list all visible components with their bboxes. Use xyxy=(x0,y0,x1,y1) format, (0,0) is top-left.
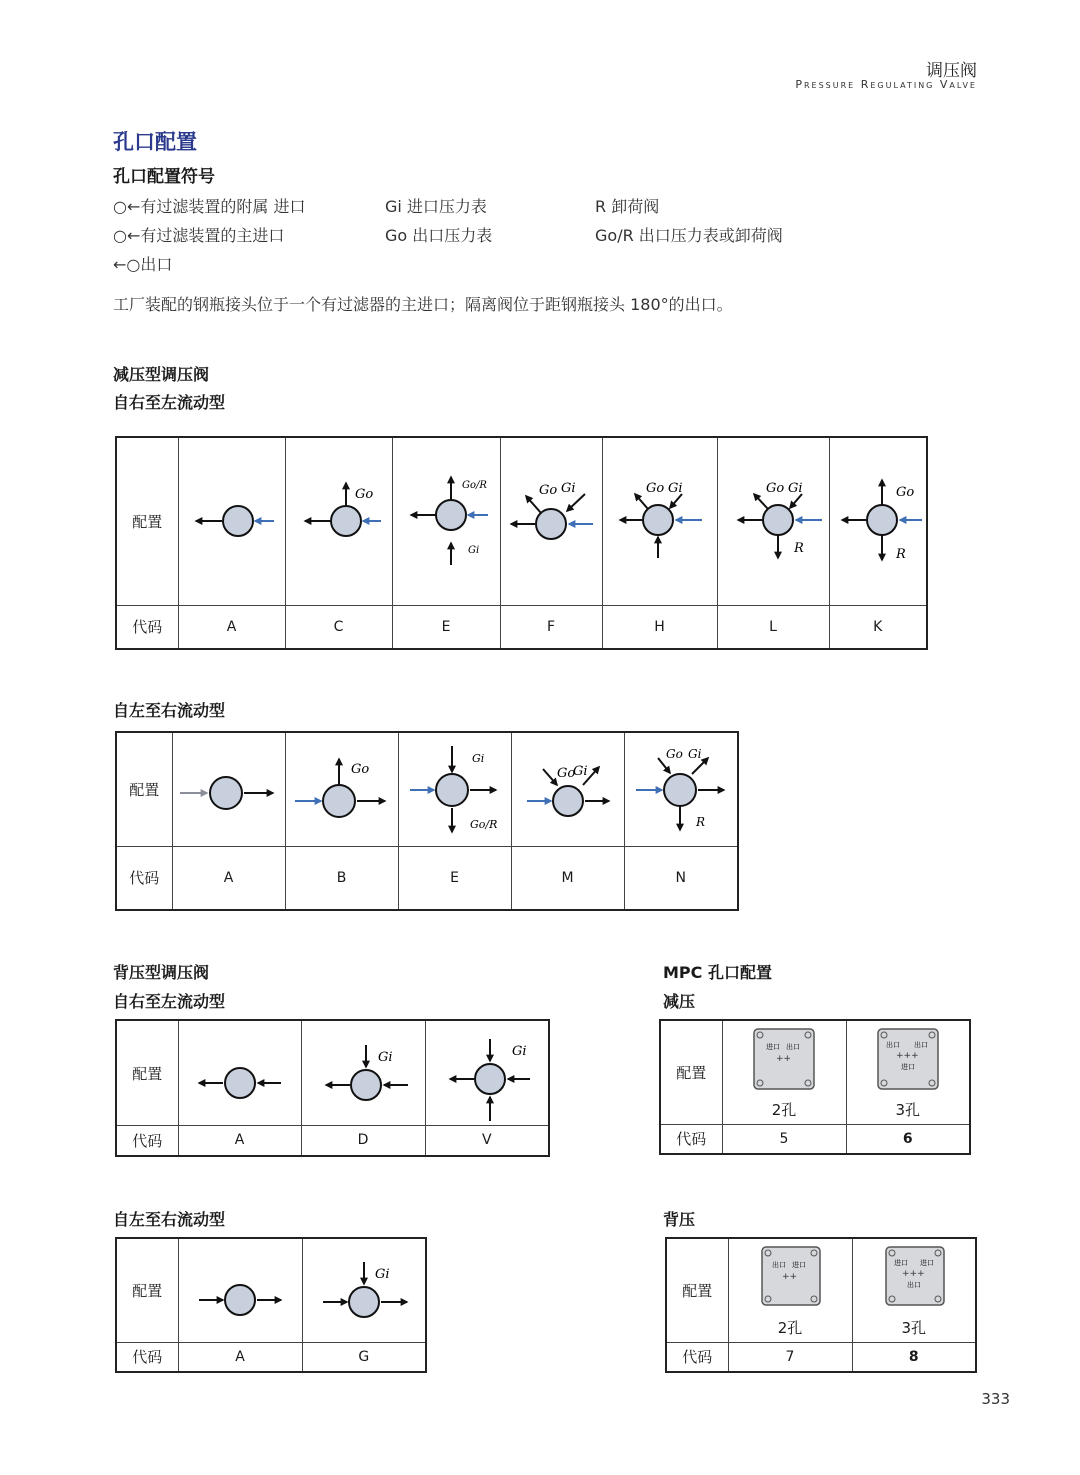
gi-symbol: Gi xyxy=(471,752,484,766)
port-config-E xyxy=(398,732,511,846)
mpc-block-3-port xyxy=(846,1020,970,1124)
code-cell: 7 xyxy=(728,1342,852,1372)
mpc-block-2-port xyxy=(722,1020,846,1124)
back-ltr-title: 自左至右流动型 xyxy=(113,1210,226,1229)
svg-text:+++: +++ xyxy=(901,1268,925,1279)
mpc-config-label: 3孔 xyxy=(895,1100,921,1119)
back-rtl-table xyxy=(115,1019,550,1157)
code-cell: 6 xyxy=(846,1124,970,1154)
section-subtitle: 孔口配置符号 xyxy=(113,167,215,187)
code-cell: L xyxy=(717,605,829,649)
port-config-A xyxy=(178,437,285,605)
code-cell: E xyxy=(392,605,500,649)
port-config-C xyxy=(285,437,392,605)
page-number: 333 xyxy=(981,1390,1010,1408)
go-symbol: Go xyxy=(766,481,785,497)
code-cell: G xyxy=(302,1342,426,1372)
code-cell: F xyxy=(500,605,602,649)
legend-item: ○←有过滤装置的主进口 xyxy=(113,226,285,245)
port-config-M xyxy=(511,732,624,846)
port-config-A xyxy=(178,1238,302,1342)
legend-item: ←○出口 xyxy=(113,255,173,274)
code-cell: 8 xyxy=(852,1342,976,1372)
mpc-reduce-table xyxy=(659,1019,971,1155)
mpc-block-3-port xyxy=(852,1238,976,1342)
mpc-config-label: 2孔 xyxy=(777,1318,803,1337)
mpc-title: MPC 孔口配置 xyxy=(663,963,772,982)
go-r-symbol: Go/R xyxy=(469,818,497,832)
back-rtl-title: 自右至左流动型 xyxy=(113,992,226,1011)
code-cell: B xyxy=(285,846,398,910)
inlet-label: 进口 xyxy=(792,1260,806,1269)
outlet-label: 出口 xyxy=(772,1260,786,1269)
go-symbol: Go xyxy=(350,762,369,778)
gi-symbol: Gi xyxy=(511,1044,527,1059)
legend-item: R 卸荷阀 xyxy=(595,197,660,216)
inlet-label: 进口 xyxy=(919,1258,934,1267)
header-subtitle: Pressure Regulating Valve xyxy=(795,78,977,91)
svg-text:++: ++ xyxy=(776,1053,792,1064)
gi-symbol: Gi xyxy=(378,1050,393,1065)
code-cell: A xyxy=(178,605,285,649)
code-label: 代码 xyxy=(660,1124,722,1154)
port-config-A xyxy=(172,732,285,846)
port-config-H xyxy=(602,437,717,605)
code-cell: D xyxy=(301,1126,425,1156)
inlet-label: 进口 xyxy=(766,1042,780,1051)
code-cell: A xyxy=(178,1126,301,1156)
gi-symbol: Gi xyxy=(788,481,803,497)
gi-symbol: Gi xyxy=(561,481,576,497)
config-label: 配置 xyxy=(116,1020,178,1126)
port-config-F xyxy=(500,437,602,605)
code-cell: A xyxy=(178,1342,302,1372)
go-symbol: Go xyxy=(665,747,683,762)
code-cell: N xyxy=(624,846,738,910)
port-config-E xyxy=(392,437,500,605)
port-config-N xyxy=(624,732,738,846)
mpc-reduce-title: 减压 xyxy=(663,992,696,1011)
mpc-back-title: 背压 xyxy=(663,1210,696,1229)
go-symbol: Go xyxy=(354,487,373,503)
outlet-label: 出口 xyxy=(786,1042,800,1051)
header-title: 调压阀 xyxy=(926,61,977,81)
section-title: 孔口配置 xyxy=(113,130,197,154)
code-label: 代码 xyxy=(116,1126,178,1156)
mpc-config-label: 3孔 xyxy=(901,1318,927,1337)
reducing-rtl-table xyxy=(115,436,928,650)
port-config-V xyxy=(425,1020,549,1126)
code-cell: V xyxy=(425,1126,549,1156)
inlet-label: 进口 xyxy=(900,1062,915,1071)
port-config-K xyxy=(829,437,927,605)
r-symbol: R xyxy=(895,547,906,563)
reducing-ltr-table xyxy=(115,731,739,911)
port-config-A xyxy=(178,1020,301,1126)
config-label: 配置 xyxy=(116,732,172,846)
mpc-block-2-port xyxy=(728,1238,852,1342)
legend-item: Gi 进口压力表 xyxy=(385,197,487,216)
code-label: 代码 xyxy=(116,846,172,910)
port-config-G xyxy=(302,1238,426,1342)
svg-text:+++: +++ xyxy=(895,1050,919,1061)
go-symbol: Go xyxy=(539,483,558,499)
back-title: 背压型调压阀 xyxy=(113,963,210,982)
port-config-D xyxy=(301,1020,425,1126)
gi-symbol: Gi xyxy=(374,1267,390,1283)
svg-text:++: ++ xyxy=(782,1271,798,1282)
code-cell: K xyxy=(829,605,927,649)
rtl-title: 自右至左流动型 xyxy=(113,393,226,412)
code-cell: M xyxy=(511,846,624,910)
go-symbol: Go xyxy=(556,766,575,782)
reducing-title: 减压型调压阀 xyxy=(113,365,210,384)
code-cell: A xyxy=(172,846,285,910)
go-symbol: Go xyxy=(895,485,914,501)
legend-item: ○←有过滤装置的附属 进口 xyxy=(113,197,306,216)
gi-symbol: Gi xyxy=(667,481,683,497)
code-label: 代码 xyxy=(666,1342,728,1372)
code-cell: H xyxy=(602,605,717,649)
go-r-symbol: Go/R xyxy=(462,480,487,492)
port-config-L xyxy=(717,437,829,605)
outlet-label: 出口 xyxy=(885,1040,900,1049)
r-symbol: R xyxy=(695,815,705,830)
gi-symbol: Gi xyxy=(468,545,480,557)
config-label: 配置 xyxy=(116,1238,178,1342)
port-config-B xyxy=(285,732,398,846)
code-cell: E xyxy=(398,846,511,910)
ltr-title: 自左至右流动型 xyxy=(113,701,226,720)
inlet-label: 进口 xyxy=(893,1258,908,1267)
config-label: 配置 xyxy=(660,1020,722,1124)
code-label: 代码 xyxy=(116,1342,178,1372)
back-ltr-table xyxy=(115,1237,427,1373)
code-label: 代码 xyxy=(116,605,178,649)
legend-item: Go/R 出口压力表或卸荷阀 xyxy=(595,226,783,245)
legend-item: Go 出口压力表 xyxy=(385,226,493,245)
gi-symbol: Gi xyxy=(572,764,588,780)
outlet-label: 出口 xyxy=(913,1040,928,1049)
mpc-back-table xyxy=(665,1237,977,1373)
r-symbol: R xyxy=(794,541,804,557)
go-symbol: Go xyxy=(645,481,664,497)
code-cell: 5 xyxy=(722,1124,846,1154)
mpc-config-label: 2孔 xyxy=(771,1100,797,1119)
outlet-label: 出口 xyxy=(906,1280,921,1289)
gi-symbol: Gi xyxy=(687,747,702,762)
assembly-note: 工厂装配的钢瓶接头位于一个有过滤器的主进口；隔离阀位于距钢瓶接头 180°的出口。 xyxy=(113,295,733,314)
config-label: 配置 xyxy=(116,437,178,605)
code-cell: C xyxy=(285,605,392,649)
config-label: 配置 xyxy=(666,1238,728,1342)
